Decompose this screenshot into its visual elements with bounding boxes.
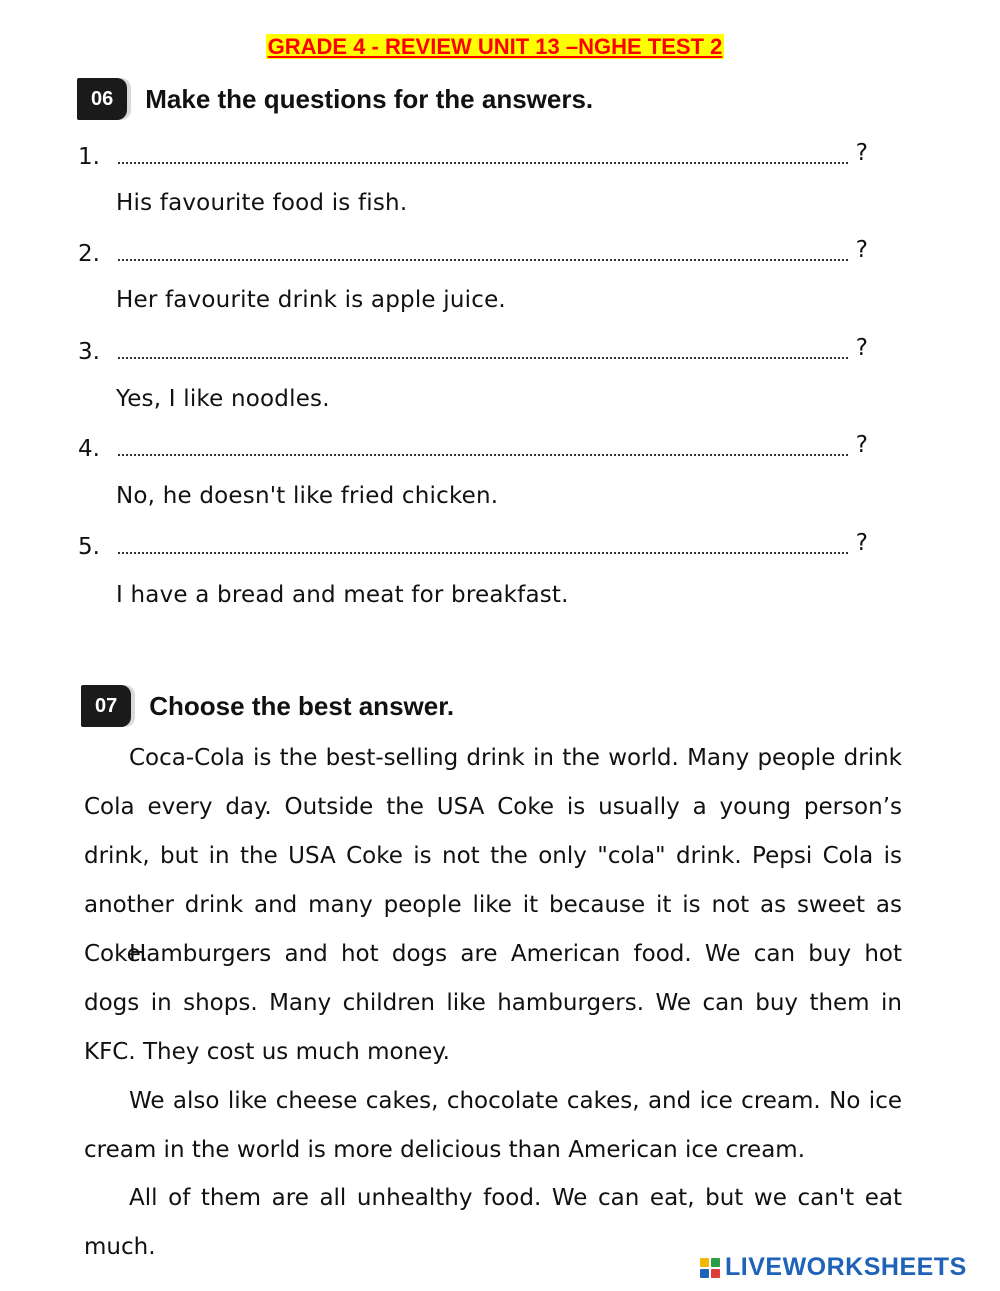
question-3-blank[interactable] [78, 335, 868, 365]
page-title [0, 32, 990, 62]
answer-dotted-line[interactable] [118, 258, 848, 261]
section-06-title: Make the questions for the answers. [145, 83, 594, 114]
question-mark: ? [855, 237, 868, 263]
question-5-answer: I have a bread and meat for breakfast. [116, 582, 569, 608]
question-2-answer: Her favourite drink is apple juice. [116, 287, 506, 313]
section-06-number-badge: 06 [77, 78, 127, 120]
liveworksheets-brand-text: LIVEWORKSHEETS [725, 1253, 967, 1281]
answer-dotted-line[interactable] [118, 356, 848, 359]
reading-paragraph-4: All of them are all unhealthy food. We can eat, but we can't eat much. [84, 1185, 902, 1260]
section-07-title: Choose the best answer. [149, 690, 455, 721]
section-07-number-badge: 07 [81, 685, 131, 727]
question-1-blank[interactable] [78, 140, 868, 170]
question-2-blank[interactable] [78, 237, 868, 267]
reading-paragraph-3: We also like cheese cakes, chocolate cakes, and ice cream. No ice cream in the world is more delicious than American ice cream. [84, 1088, 902, 1163]
reading-paragraph-1: Coca-Cola is the best-selling drink in the world. Many people drink Cola every day. Outside the USA Coke is usually a young person’s drink, but in the USA Coke is not the only "cola" drink. Pepsi Cola is another drink and many people like it because it is not as sweet as Coke. [84, 745, 902, 967]
section-07-header [81, 685, 454, 727]
question-number: 1. [78, 144, 100, 170]
section-06-header [77, 78, 593, 120]
answer-dotted-line[interactable] [118, 551, 848, 554]
question-mark: ? [855, 432, 868, 458]
question-mark: ? [855, 530, 868, 556]
question-number: 3. [78, 339, 100, 365]
question-number: 2. [78, 241, 100, 267]
question-1-answer: His favourite food is fish. [116, 190, 408, 216]
question-3-answer: Yes, I like noodles. [116, 386, 330, 412]
liveworksheets-logo [700, 1253, 967, 1282]
question-number: 5. [78, 534, 100, 560]
question-5-blank[interactable] [78, 530, 868, 560]
question-number: 4. [78, 436, 100, 462]
question-mark: ? [855, 335, 868, 361]
answer-dotted-line[interactable] [118, 161, 848, 164]
reading-paragraph-2: Hamburgers and hot dogs are American food. We can buy hot dogs in shops. Many children like hamburgers. We can buy them in KFC. They cost us much money. [84, 941, 902, 1065]
page-title-text: GRADE 4 - REVIEW UNIT 13 –NGHE TEST 2 [267, 34, 723, 59]
question-4-answer: No, he doesn't like fried chicken. [116, 483, 499, 509]
liveworksheets-logo-icon [700, 1258, 720, 1278]
answer-dotted-line[interactable] [118, 453, 848, 456]
question-mark: ? [855, 140, 868, 166]
question-4-blank[interactable] [78, 432, 868, 462]
